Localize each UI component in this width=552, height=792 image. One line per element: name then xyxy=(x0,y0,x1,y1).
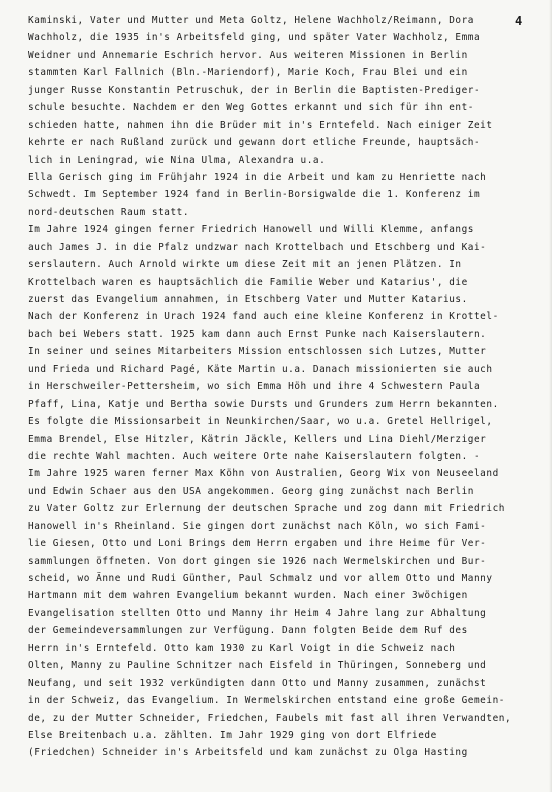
text-line: Pfaff, Lina, Katje und Bertha sowie Dursts und Grunders zum Herrn bekannten. xyxy=(28,398,499,410)
text-line: schieden hatte, nahmen ihn die Brüder mit in's Erntefeld. Nach einiger Zeit xyxy=(28,119,493,131)
text-line: sammlungen öffneten. Von dort gingen sie 1926 nach Wermelskirchen und Bur- xyxy=(28,555,487,567)
text-line: die rechte Wahl machten. Auch weitere Orte nahe Kaiserslautern folgten. - xyxy=(28,450,481,462)
text-line: Im Jahre 1924 gingen ferner Friedrich Hanowell und Willi Klemme, anfangs xyxy=(28,224,474,236)
page-number: 4 xyxy=(515,14,523,28)
body-text xyxy=(28,12,528,762)
text-line: und Frieda und Richard Pagé, Käte Martin u.a. Danach missionierten sie auch xyxy=(28,363,493,375)
text-line: de, zu der Mutter Schneider, Friedchen, Faubels mit fast all ihren Verwandten, xyxy=(28,712,512,724)
text-line: Es folgte die Missionsarbeit in Neunkirchen/Saar, wo u.a. Gretel Hellrigel, xyxy=(28,416,493,428)
text-line: Olten, Manny zu Pauline Schnitzer nach Eisfeld in Thüringen, Sonneberg und xyxy=(28,660,487,672)
text-line: Hanowell in's Rheinland. Sie gingen dort zunächst nach Köln, wo sich Fami- xyxy=(28,520,487,532)
text-line: Hartmann mit dem wahren Evangelium bekannt wurden. Nach einer 3wöchigen xyxy=(28,590,468,602)
text-line: Im Jahre 1925 waren ferner Max Köhn von Australien, Georg Wix von Neuseeland xyxy=(28,468,499,480)
text-line: bach bei Webers statt. 1925 kam dann auch Ernst Punke nach Kaiserslautern. xyxy=(28,328,487,340)
text-line: Schwedt. Im September 1924 fand in Berlin-Borsigwalde die 1. Konferenz im xyxy=(28,189,481,201)
text-line: scheid, wo Änne und Rudi Günther, Paul Schmalz und vor allem Otto und Manny xyxy=(28,573,493,584)
text-line: schule besuchte. Nachdem er den Weg Gottes erkannt und sich für ihn ent- xyxy=(28,102,474,114)
text-line: Weidner und Annemarie Eschrich hervor. Aus weiteren Missionen in Berlin xyxy=(28,49,468,61)
text-line: serslautern. Auch Arnold wirkte um diese Zeit mit an jenen Plätzen. In xyxy=(28,259,462,271)
text-line: der Gemeindeversammlungen zur Verfügung. Dann folgten Beide dem Ruf des xyxy=(28,625,468,637)
text-line: lich in Leningrad, wie Nina Ulma, Alexandra u.a. xyxy=(28,154,326,166)
text-line: und Edwin Schaer aus den USA angekommen. Georg ging zunächst nach Berlin xyxy=(28,485,474,497)
text-line: Krottelbach waren es hauptsächlich die Familie Weber und Katarius', die xyxy=(28,276,468,288)
text-line: Herrn in's Erntefeld. Otto kam 1930 zu Karl Voigt in die Schweiz nach xyxy=(28,642,456,654)
text-line: stammten Karl Fallnich (Bln.-Mariendorf), Marie Koch, Frau Blei und ein xyxy=(28,67,468,79)
text-line: Emma Brendel, Else Hitzler, Kätrin Jäckle, Kellers und Lina Diehl/Merziger xyxy=(28,433,487,445)
text-line: in Herschweiler-Pettersheim, wo sich Emma Höh und ihre 4 Schwestern Paula xyxy=(28,381,481,393)
text-line: Nach der Konferenz in Urach 1924 fand auch eine kleine Konferenz in Krottel- xyxy=(28,311,499,323)
text-line: lie Giesen, Otto und Loni Brings dem Herrn ergaben und ihre Heime für Ver- xyxy=(28,538,487,550)
text-line: Else Breitenbach u.a. zählten. Im Jahr 1929 ging von dort Elfriede xyxy=(28,729,437,741)
text-line: Neufang, und seit 1932 verkündigten dann Otto und Manny zusammen, zunächst xyxy=(28,677,487,689)
text-line: auch James J. in die Pfalz undzwar nach Krottelbach und Etschberg und Kai- xyxy=(28,241,487,253)
text-line: Wachholz, die 1935 in's Arbeitsfeld ging, und später Vater Wachholz, Emma xyxy=(28,32,481,44)
text-line: (Friedchen) Schneider in's Arbeitsfeld und kam zunächst zu Olga Hasting xyxy=(28,747,468,759)
text-line: nord-deutschen Raum statt. xyxy=(28,206,190,218)
text-line: zuerst das Evangelium annahmen, in Etschberg Vater und Mutter Katarius. xyxy=(28,294,468,305)
text-line: in der Schweiz, das Evangelium. In Wermelskirchen entstand eine große Gemein- xyxy=(28,695,505,707)
text-line: junger Russe Konstantin Petruschuk, der in Berlin die Baptisten-Prediger- xyxy=(28,84,481,96)
text-line: Kaminski, Vater und Mutter und Meta Goltz, Helene Wachholz/Reimann, Dora xyxy=(28,15,474,26)
text-line: kehrte er nach Rußland zurück und gewann dort etliche Freunde, hauptsäch- xyxy=(28,137,481,149)
text-line: Evangelisation stellten Otto und Manny ihr Heim 4 Jahre lang zur Abhaltung xyxy=(28,607,487,619)
text-line: zu Vater Goltz zur Erlernung der deutschen Sprache und zog dann mit Friedrich xyxy=(28,503,505,515)
text-line: In seiner und seines Mitarbeiters Mission entschlossen sich Lutzes, Mutter xyxy=(28,346,487,358)
text-line: Ella Gerisch ging im Frühjahr 1924 in die Arbeit und kam zu Henriette nach xyxy=(28,171,487,183)
